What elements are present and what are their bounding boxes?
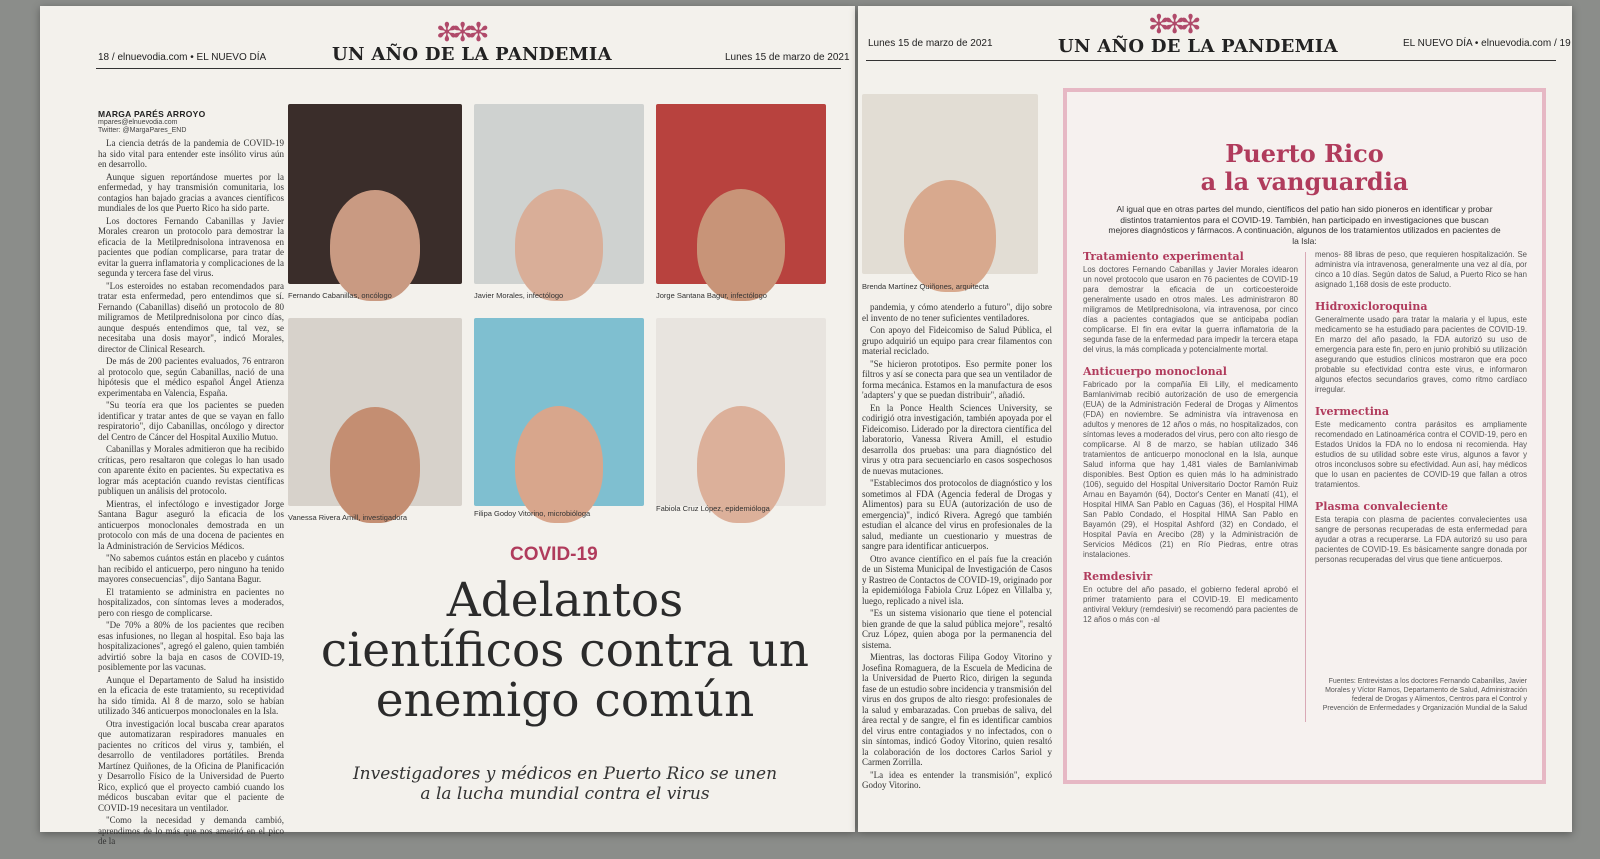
photo-fabiola-cruz-lopez (656, 318, 826, 506)
photo-brenda-martinez-quinones (862, 94, 1038, 274)
sidebar-section (1315, 300, 1527, 395)
sidebar-section (1315, 250, 1527, 290)
ornament-icon: ✻✻✻ (1148, 10, 1196, 39)
photo-caption: Jorge Santana Bagur, infectólogo (656, 291, 767, 300)
sidebar-section-body: Fabricado por la compañía Eli Lilly, el medicamento Bamlanivimab recibió autorización de uso de emergencia (EUA) de la Administración Federal de Drogas y Alimentos (FDA) en noviembre. Se administra vía intravenosa en adultos y menores de 12 años o más, no hospitalizados, con síntomas leves a moderados del virus, pero con alto riesgo de complicarse. Al 8 de marzo, se habían utilizado 346 tratamientos de anticuerpo monoclonal en la Isla, aunque Salud informa que hay 1,481 viales de Bamlanivimab disponibles. Best Option es quien más lo ha administrado (106), seguido del Hospital Universitario Doctor Ramón Ruiz Arnau en Bayamón (64), Doctor's Center en Manatí (41), el Hospital HIMA San Pablo en Caguas (36), el Hospital HIMA San Pablo Condado, el Hospital HIMA San Pablo en Bayamón (29), el Hospital Ashford (32) en Condado, el Hospital Pavía en Arecibo (28) y la Administración de Servicios Médicos (21) en Río Piedras, entre otras instalaciones. (1083, 380, 1298, 559)
sidebar-section (1315, 500, 1527, 565)
photo-caption: Brenda Martínez Quiñones, arquitecta (862, 282, 989, 291)
article-paragraph: pandemia, y cómo atenderlo a futuro", dijo sobre el invento de no tener suficientes ventiladores. (862, 302, 1052, 323)
photo-vanessa-rivera-amill (288, 318, 462, 506)
article-paragraph: Otra investigación local buscaba crear aparatos que automatizaran respiradores manuales en pacientes no críticos del virus y, también, el desarrollo de ventiladores portátiles. Brenda Martínez Quiñones, de la Oficina de Planificación y Desarrollo Físico de la Universidad de Puerto Rico, explicó que el proyecto cambió cuando los médicos buscaban evitar que el paciente de COVID-19 necesitara un ventilador. (98, 718, 284, 813)
sidebar-section-title: Anticuerpo monoclonal (1083, 365, 1227, 378)
sidebar-section (1083, 570, 1298, 625)
ornament-icon: ✻✻✻ (436, 18, 484, 47)
left-header-rule (96, 68, 841, 69)
headline-line: enemigo común (375, 673, 755, 728)
sidebar-section-title: Plasma convaleciente (1315, 500, 1449, 513)
photo-fernando-cabanillas (288, 104, 462, 284)
article-paragraph: Mientras, las doctoras Filipa Godoy Vitorino y Josefina Romaguera, de la Escuela de Medicina de la Universidad de Puerto Rico, dirigen la segunda fase de un estudio sobre incidencia y transmisión del virus en dos grupos de alto riesgo: profesionales de la salud y embarazadas. Con pruebas de saliva, del área rectal y de sangre, el fin es identificar cambios del virus entre contagiados y no infectados, con o sin síntomas, indicó Godoy Vitorino, quien resaltó la colaboración de los doctores Carlos Sariol y Carmen Zorrilla. (862, 652, 1052, 767)
headline (295, 573, 835, 728)
sidebar-section-body: En octubre del año pasado, el gobierno federal aprobó el primer tratamiento para el COVID-19. El medicamento antiviral Veklury (remdesivir) se recomendó para pacientes de 12 años o más con -al (1083, 585, 1298, 624)
sidebar-left-column (1083, 250, 1298, 770)
article-paragraph: "De 70% a 80% de los pacientes que reciben esas infusiones, no llegan al hospital. Eso baja las hospitalizaciones", agregó el galeno, quien también advirtió sobre la baja en casos de COVID-19, posiblemente por las vacunas. (98, 620, 284, 672)
right-section-head: UN AÑO DE LA PANDEMIA (1058, 36, 1338, 57)
article-paragraph: "Se hicieron prototipos. Eso permite poner los filtros y así se conecta para que sea un ventilador de forma mecánica. Estamos en la manufactura de esos 'adapters' y que se puedan distribuir", añadió. (862, 358, 1052, 400)
sidebar-right-column (1315, 250, 1527, 690)
article-paragraph: Otro avance científico en el país fue la creación de un Sistema Municipal de Investigación de Casos y Rastreo de Contactos de COVID-19, originado por la epidemióloga Fabiola Cruz López en Villalba y, luego, replicado a nivel isla. (862, 553, 1052, 606)
right-article-column (862, 302, 1052, 822)
sidebar-title-line: Puerto Rico (1225, 139, 1384, 168)
sidebar-section (1315, 405, 1527, 490)
article-paragraph: La ciencia detrás de la pandemia de COVID-19 ha sido vital para entender este insólito virus aún en desarrollo. (98, 138, 284, 169)
article-paragraph: El tratamiento se administra en pacientes no hospitalizados, con síntomas leves a moderados, pero con riesgo de complicarse. (98, 586, 284, 618)
right-header-rule (866, 60, 1556, 61)
right-folio: EL NUEVO DÍA • elnuevodia.com / 19 (1403, 38, 1571, 49)
photo-caption: Fernando Cabanillas, oncólogo (288, 291, 392, 300)
article-paragraph: Mientras, el infectólogo e investigador Jorge Santana Bagur aseguró la eficacia de los anticuerpos monoclonales demostrada en un protocolo con más de una docena de pacientes en la Administración de Servicios Médicos. (98, 498, 284, 551)
kicker: COVID-19 (510, 544, 598, 565)
article-paragraph: "Los esteroides no estaban recomendados para tratar esta enfermedad, pero entendimos que sí. Fernando (Cabanillas) diseñó un protocolo de 80 miligramos de Metilprednisolona por cinco días, aunque después entendimos que, tal vez, se necesitaba una dosis mayor", indicó Morales, director de Clinical Research. (98, 280, 284, 354)
sidebar-section (1083, 250, 1298, 355)
dek-line: Investigadores y médicos en Puerto Rico se unen (352, 764, 778, 784)
photo-caption: Vanessa Rivera Amill, investigadora (288, 513, 408, 522)
byline-name: MARGA PARÉS ARROYO (98, 109, 206, 119)
article-paragraph: "Como la necesidad y demanda cambió, aprendimos de lo más que nos ameritó en el pico de la (98, 815, 284, 846)
photo-caption: Fabiola Cruz López, epidemióloga (656, 504, 770, 513)
sidebar-section-body: menos- 88 libras de peso, que requieren hospitalización. Se administra vía intravenosa, generalmente una vez al día, por cinco a 10 días. Según datos de Salud, a Puerto Rico se han asignado 1,168 dosis de este producto. (1315, 250, 1527, 289)
left-newspaper-page (40, 6, 855, 846)
photo-caption: Javier Morales, infectólogo (474, 291, 564, 300)
left-section-head: UN AÑO DE LA PANDEMIA (332, 44, 612, 65)
article-paragraph: Aunque siguen reportándose muertes por la enfermedad, y hay transmisión comunitaria, los contagios han bajado gracias a avances científicos mundiales de los que Puerto Rico ha sido parte. (98, 171, 284, 213)
article-paragraph: Cabanillas y Morales admitieron que ha recibido críticas, pero resaltaron que colegas lo han usado con aparente éxito en pacientes. Su expectativa es lograr más aceptación cuando revistas científicas publiquen un análisis del protocolo. (98, 444, 284, 496)
photo-filipa-godoy-vitorino (474, 318, 644, 506)
headline-line: científicos contra un (320, 623, 810, 678)
article-paragraph: De más de 200 pacientes evaluados, 76 entraron al protocolo que, según Cabanillas, nació de una hipótesis que el médico español Ángel Atienza experimentaba en Valencia, España. (98, 356, 284, 398)
article-paragraph: Con apoyo del Fideicomiso de Salud Pública, el grupo adquirió un equipo para crear filamentos con material reciclado. (862, 325, 1052, 356)
photo-jorge-santana-bagur (656, 104, 826, 284)
sidebar-section-body: Generalmente usado para tratar la malaria y el lupus, este medicamento se ha estudiado para pacientes de COVID-19. En marzo del año pasado, la FDA autorizó su uso de emergencia para este fin, pero en junio prohibió su utilización asegurando que estudios clínicos mostraron que era poco probable su efectividad contra este virus, e informaron algunos efectos secundarios graves, como ritmo cardíaco irregular. (1315, 315, 1527, 394)
sidebar-section-title: Remdesivir (1083, 570, 1153, 583)
photo-javier-morales (474, 104, 644, 284)
article-paragraph: "No sabemos cuántos están en placebo y cuántos han recibido el anticuerpo, pero ninguno ha tenido mayores consecuencias", dijo Santana Bagur. (98, 553, 284, 584)
headline-line: Adelantos (446, 573, 684, 628)
dek (315, 764, 815, 804)
article-paragraph: "Su teoría era que los pacientes se pueden identificar y tratar antes de que se vayan en fallo respiratorio", dijo Cabanillas, oncólogo y director del Centro de Cáncer del Hospital Auxilio Mutuo. (98, 400, 284, 442)
sidebar-title-line: a la vanguardia (1200, 167, 1409, 196)
right-date: Lunes 15 de marzo de 2021 (868, 38, 993, 49)
byline (98, 109, 278, 135)
sidebar-title (1067, 140, 1542, 196)
sidebar-section-title: Tratamiento experimental (1083, 250, 1244, 263)
byline-email: mpares@elnuevodia.com (98, 119, 178, 126)
article-paragraph: Aunque el Departamento de Salud ha insistido en la eficacia de este tratamiento, su receptividad ha sido tímida. Al 8 de marzo, solo se habían utilizado 346 anticuerpos monoclonales en la Isla. (98, 674, 284, 716)
left-folio: 18 / elnuevodia.com • EL NUEVO DÍA (98, 52, 267, 63)
sidebar-section-body: Los doctores Fernando Cabanillas y Javier Morales idearon un novel protocolo que usaron en 76 pacientes de COVID-19 para demostrar la eficacia de un corticoesteroide generalmente usado en otros males. Les administraron 80 miligramos de Metilprednisolona, vía intravenosa, por cinco días a pacientes contagiados que se anticipaba podían complicarse. El fin era evitar la guerra inflamatoria de la segunda fase de la enfermedad para impedir la tercera etapa del virus, la más complicada y potencialmente mortal. (1083, 265, 1298, 354)
article-paragraph: "La idea es entender la transmisión", explicó Godoy Vitorino. (862, 769, 1052, 790)
left-article-column (98, 138, 284, 846)
left-date: Lunes 15 de marzo de 2021 (725, 52, 850, 63)
article-paragraph: En la Ponce Health Sciences University, se codirigió otra investigación, también apoyada por el Fideicomiso. Liderado por la directora científica del laboratorio, Vanessa Rivera Amill, el estudio desarrolla dos pruebas: una para diagnóstico del virus y otra para secuenciarlo en casos sospechosos de nuevas mutaciones. (862, 402, 1052, 476)
sidebar-section (1083, 365, 1298, 560)
article-paragraph: Los doctores Fernando Cabanillas y Javier Morales crearon un protocolo para demostrar la eficacia de la Metilprednisolona intravenosa en pacientes que podían complicarse, para tratar de evitar la guerra inflamatoria y complicaciones de la segunda y tercera fase del virus. (98, 215, 284, 278)
sidebar-sources: Fuentes: Entrevistas a los doctores Fernando Cabanillas, Javier Morales y Víctor Ramos, Departamento de Salud, Administración federal de Drogas y Alimentos, Centros para el Control y Prevención de Enfermedades y Organización Mundial de la Salud (1322, 678, 1527, 712)
sidebar-section-body: Esta terapia con plasma de pacientes convalecientes usa sangre de personas recuperadas de esta enfermedad para ayudar a otras a recuperarse. La FDA autorizó su uso para pacientes de COVID-19. Es básicamente sangre donada por personas recuperadas del virus que tiene anticuerpos. (1315, 515, 1527, 564)
sidebar-divider (1305, 252, 1306, 722)
sidebar-intro: Al igual que en otras partes del mundo, científicos del patio han sido pioneros en identificar y probar distintos tratamientos para el COVID-19. También, han participado en investigaciones que buscan mejores diagnósticos y fármacos. A continuación, algunos de los tratamientos utilizados en pacientes de la Isla: (1108, 204, 1501, 246)
dek-line: a la lucha mundial contra el virus (420, 784, 710, 804)
article-paragraph: "Establecimos dos protocolos de diagnóstico y los sometimos al FDA (Agencia federal de Drogas y Alimentos) para su EUA (autorización de uso de emergencia)", indicó Rivera. Agregó que también estudian el alcance del virus en profesionales de la salud, mediante un cuestionario y muestras de sangre para identificar anticuerpos. (862, 478, 1052, 551)
photo-caption: Filipa Godoy Vitorino, microbióloga (474, 509, 591, 518)
right-newspaper-page (858, 6, 1572, 832)
byline-twitter: Twitter: @MargaPares_END (98, 127, 187, 134)
sidebar-section-title: Ivermectina (1315, 405, 1390, 418)
sidebar-section-body: Este medicamento contra parásitos es ampliamente recomendado en Latinoamérica contra el COVID-19, pero en Estados Unidos la FDA no lo endosa ni recomienda. Hay estudios de su utilidad sobre este virus, algunos a favor y otros inconclusos sobre su efectividad. Aun así, hay médicos que lo usan en pacientes de COVID-19 que fallan a otros tratamientos. (1315, 420, 1527, 489)
sidebar-section-title: Hidroxicloroquina (1315, 300, 1428, 313)
article-paragraph: "Es un sistema visionario que tiene el potencial bien grande de que la salud pública mejore", resaltó Cruz López, quien aboga por la permanencia del sistema. (862, 608, 1052, 650)
sidebar-box (1063, 88, 1546, 784)
